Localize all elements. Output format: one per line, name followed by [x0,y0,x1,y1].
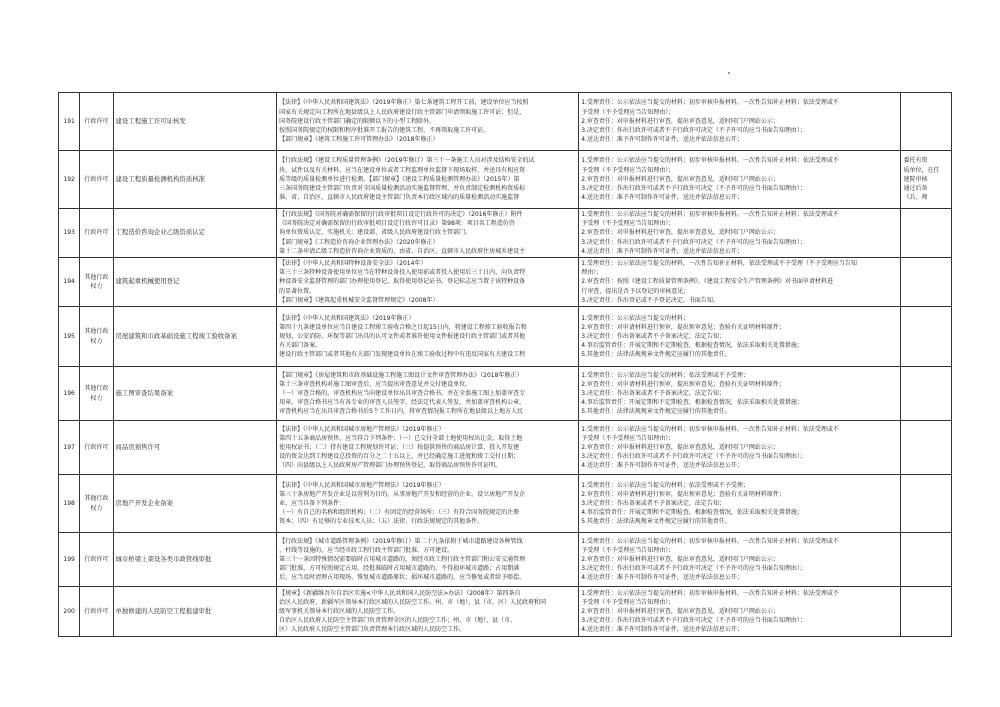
item-name: 单独修建的人民防空工程报建审批 [113,587,277,637]
legal-basis-line: 治区人民政府、新疆军区领导本行政区域的人民防空工作。州、市（地）、县（市、区）人民政府和同 [279,598,547,606]
responsibilities-line: 行审查，提出是否予以登记的审核意见； [581,287,690,295]
legal-basis-line: 建设行政主管部门或者其他有关部门发现建设单位在竣工验收过程中有违反国家有关建设工程 [279,351,526,359]
responsibilities-line: 3.决定责任：作出行政许可或者不予行政许可决定（不予许可的应当书面告知理由）； [581,127,806,135]
legal-basis [277,209,579,258]
responsibilities-line: 2.审查责任：对申报材料进行审查，提出审查意见，适时同门户网站公示； [581,229,779,237]
legal-basis [277,307,579,367]
responsibilities-line: 予受理（不予受理应当告知理由）； [581,434,675,442]
table-row [59,587,952,637]
legal-basis-line: 第三十条房地产开发企业是以营利为目的，从事房地产开发和经营的企业。设立房地产开发企 [279,490,526,498]
power-type: 其他行政权力 [80,367,113,421]
legal-basis-line: （四）向县级以上人民政府房产管理部门办理预售登记，取得商品房预售许可证明。 [279,462,502,470]
power-type: 其他行政权力 [80,475,113,533]
responsibilities-line: 4.送达责任：准予许可制作许可证件，送达并依法信息公开； [581,462,743,470]
legal-basis-line: 准。省、自治区、直辖市人民政府建设主管部门负责本行政区域内的质量检测活动实施监督 [279,194,520,202]
item-number: 196 [59,367,80,421]
legal-basis-line: 质等级的质量检测单位进行检测。【部门规章】《建设工程质量检测管理办法》（2015年）第 [279,175,520,183]
item-number: 191 [59,93,80,151]
legal-basis-line: 【行政法规】《国务院对确需保留的行政审批项目设定行政许可的决定》（2016年修正）附件 [279,211,523,218]
remarks [901,209,952,258]
legal-basis [277,93,579,151]
responsibilities [579,367,901,421]
power-type: 行政许可 [80,533,113,587]
responsibilities-line: 1.受理责任：公示依法应当提交的材料； [581,314,689,322]
legal-basis-line: 、杆线等设施的，应当经市政工程行政主管部门批准，方可建设。 [279,546,454,554]
responsibilities-line: 2.审查责任：对申报材料进行审查，提出审查意见，适时同门户网站公示； [581,443,779,451]
legal-basis-line: 第十三条审查机构对施工图审查后，应当提出审查意见并交付建设单位。 [279,380,472,388]
legal-basis-line: 第四十五条商品房预售，应当符合下列条件：（一）已交付全部土地使用权出让金，取得土地 [279,434,523,442]
remarks [901,367,952,421]
responsibilities-line: 予受理（不予受理应当告知理由）； [581,546,675,554]
legal-basis [277,421,579,475]
legal-basis [277,151,579,209]
responsibilities-line: 3.决定责任：作出行政许可或者不予行政许可决定（不予许可的应当书面告知理由）； [581,453,806,461]
responsibilities-line: 3.决定责任：作出行政许可或者不予行政许可决定（不予许可的应当书面告知理由）； [581,617,806,625]
responsibilities [579,533,901,587]
responsibilities-line: 5.其他责任：法律法规规章文件规定应履行的其他责任。 [581,408,731,416]
item-name: 建筑起重机械使用登记 [113,258,277,307]
legal-basis-line: 用章。审查合格书应当有各专业的审查人员签字，经法定代表人签发，并加盖审查机构公章。 [279,399,526,407]
responsibilities-line: 3.决定责任：作出备案或者不予备案决定，法定告知； [581,389,725,397]
table-row [59,475,952,533]
legal-basis-line: 区）人民政府人民防空主管部门负责管理本行政区域的人民防空工作。 [279,626,466,634]
item-name: 城市桥梁上架设各类市政管线审批 [113,533,277,587]
responsibilities-line: 1.受理责任：公示依法应当提交的材料；初步审核申报材料，一次性告知补正材料；依法受理或不 [581,99,839,107]
item-number: 200 [59,587,80,637]
responsibilities-line: 2.审查责任：对申请材料进行预审，提出预审意见；查验有关证明材料原件； [581,323,785,331]
legal-basis-line: 种设备安全监督管理的部门办理使用登记，取得使用登记证书。登记标志应当置于该特种设备 [279,278,526,286]
legal-basis [277,533,579,587]
legal-basis-line: 第三十三条特种设备使用单位应当在特种设备投入使用前或者投入使用后三十日内，向负责特 [279,269,526,277]
responsibilities-line: 2.审查责任：对申请材料进行预审，提出预审意见；查验有关证明材料原件； [581,490,785,498]
responsibilities-line: 5.其他责任：法律法规规章文件规定应履行的其他责任。 [581,518,731,526]
responsibilities-line: 3.决定责任：作出行政许可或者不予行政许可决定（不予许可的应当书面告知理由）； [581,565,806,573]
legal-basis-line: 【部门规章】《工程造价咨询企业管理办法》（2020年修正） [279,238,439,246]
responsibilities-line: 1.受理责任：公示依法应当提交的材料；初步审核申报材料，一次性告知补正材料；依法受理或不 [581,537,839,545]
item-name: 建设工程质量检测机构资质核准 [113,151,277,209]
responsibilities-line: 4.送达责任：准予许可制作许可证件，送达并依法信息公开； [581,574,743,582]
item-name: 房屋建筑和市政基础设施工程竣工验收备案 [113,307,277,367]
responsibilities [579,258,901,307]
legal-basis-line: 【规章】《新疆维吾尔自治区实施<中华人民共和国人民防空法>办法》（2008年）第四条自 [279,589,521,597]
responsibilities-line: 1.受理责任：公示依法应当提交的材料，一次性告知补正材料，依法受理或不予受理（不予受理应当告知 [581,260,857,268]
responsibilities-line: 3.决定责任：作出备案或者不予备案决定，法定告知； [581,332,725,340]
legal-basis-line: 【法律】《中华人民共和国城市房地产管理法》（2019年修正） [279,425,445,433]
legal-basis-line: 第十二条申请乙级工程造价咨询企业资质的，由省、自治区、直辖市人民政府住房城乡建设主 [279,247,526,255]
responsibilities [579,151,901,209]
remarks [901,475,952,533]
responsibilities-line: 2.审查责任：对申报材料进行审查，提出审查意见，适时同门户网站公示； [581,555,779,563]
legal-basis-line: （一）审查合格的，审查机构应当向建设单位出具审查合格书，并在全套施工图上加盖审查专 [279,389,526,397]
responsibilities-line: 予受理（不予受理应当告知理由）； [581,220,675,228]
item-name: 商品房预售许可 [113,421,277,475]
item-number: 193 [59,209,80,258]
table-row [59,307,952,367]
remarks [901,421,952,475]
scan-speck [728,72,730,74]
responsibilities-line: 1.受理责任：公示依法应当提交的材料；初步审核申报材料，一次性告知补正材料；依法受理或不 [581,211,839,218]
responsibilities-line: 5.其他责任：法律法规规章文件规定应履行的其他责任。 [581,351,731,359]
legal-basis-line: 级军事机关领导本行政区域的人民防空工作。 [279,607,400,615]
responsibilities [579,307,901,367]
responsibilities-line: 1.受理责任：公示依法应当提交的材料；依法受理或不予受理； [581,371,749,379]
responsibilities-line: 4.事后监管责任：开展定期和不定期检查，根据检查情况，依法采取相关处置措施； [581,342,803,350]
remarks [901,151,952,209]
responsibilities-line: 予受理（不予受理应当告知理由）； [581,166,675,174]
legal-basis-line: 后，应当及时清理占用现场，恢复城市道路原状；损坏城市道路的，应当修复或者给予赔偿。 [279,574,526,582]
legal-basis [277,258,579,307]
remarks [901,307,952,367]
legal-basis-line: 的显著位置。 [279,287,316,295]
legal-basis [277,587,579,637]
table-body [59,93,952,637]
legal-basis-line: 三条国务院建设主管部门负责对全国质量检测活动实施监督管理，并负责制定检测机构资质标 [279,185,526,193]
responsibilities [579,421,901,475]
responsibilities-line: 2.审查责任：对申报材料进行审查，提出审查意见，适时同门户网站公示； [581,175,779,183]
legal-basis-line: 【部门规章】《建筑工程施工许可管理办法》（2018年修正） [279,136,439,144]
responsibilities-line: 理由）； [581,269,603,277]
legal-basis-line: 使用权证书；（二）持有建设工程规划许可证；（三）按提供预售的商品房计算，投入开发建 [279,443,520,451]
responsibilities-line: 1.受理责任：公示依法应当提交的材料；初步审核申报材料，一次性告知补正材料；依法受理或不 [581,425,839,433]
responsibilities-line: 2.审查责任：按照《建设工程质量管理条例》、《建设工程安全生产管理条例》对书面申请材料进 [581,278,833,286]
responsibilities [579,475,901,533]
responsibilities-line: 2.审查责任：对申报材料进行审查，提出审查意见，适时同门户网站公示； [581,607,779,615]
remarks [901,533,952,587]
table-row [59,258,952,307]
legal-basis-line: 【部门规章】《房屋建筑和市政基础设施工程施工图设计文件审查管理办法》（2018年修正） [279,371,523,379]
legal-basis-line: （一）有自己的名称和组织机构；（二）有固定的经营场所；（三）有符合国务院规定的注册 [279,509,520,517]
legal-basis-line: 《国务院决定对确需保留的行政审批项目设定行政许可目录》第98项：项目名工程造价咨 [279,220,515,228]
responsibilities-line: 4.事后监管责任：开展定期和不定期检查，根据检查情况，依法采取相关处置措施； [581,399,803,407]
legal-basis-line: 第三十一条因特殊情况需要临时占用城市道路的，须经市政工程行政主管部门和公安交通管理 [279,555,526,563]
legal-basis-line: 业，应当具备下列条件： [279,499,346,507]
responsibilities-line: 3.决定责任：作出行政许可或者不予行政许可决定（不予许可的应当书面告知理由）； [581,238,806,246]
legal-basis-line: 资本；（四）有足够的专业技术人员；（五）法律、行政法规规定的其他条件。 [279,518,484,526]
legal-basis-line: 【法律】《中华人民共和国建筑法》（2019年修正）第七条建筑工程开工前，建设单位应当按照 [279,99,529,107]
item-name: 施工图审查结果备案 [113,367,277,421]
legal-basis-line: 第四十九条建设单位应当自建设工程竣工验收合格之日起15日内，将建设工程竣工验收报告和 [279,323,527,331]
power-type: 行政许可 [80,587,113,637]
item-number: 199 [59,533,80,587]
legal-basis-line: 设的资金达到工程建设总投资的百分之二十五以上，并已经确定施工进度和竣工交付日期； [279,453,520,461]
item-number: 192 [59,151,80,209]
power-type: 行政许可 [80,421,113,475]
responsibilities-line: 1.受理责任：公示依法应当提交的材料；初步审核申报材料，一次性告知补正材料；依法受理或不 [581,157,839,165]
legal-basis-line: 按照国务院规定的权限和程序批准开工报告的建筑工程，不再领取施工许可证。 [279,127,490,135]
legal-basis-line: 国家有关规定向工程所在地县级以上人民政府建设行政主管部门申请领取施工许可证；但是， [279,108,526,116]
table-row [59,93,952,151]
item-number: 195 [59,307,80,367]
responsibilities-line: 3.决定责任：作出行政许可或者不予行政许可决定（不予许可的应当书面告知理由）； [581,185,806,193]
remarks-line: 通过后备 [903,185,928,193]
responsibilities-line: 予受理（不予受理应当告知理由）； [581,598,675,606]
item-name: 建设工程施工许可证核发 [113,93,277,151]
legal-basis-line: 审查机构应当在出具审查合格书后5个工作日内，将审查情况报工程所在地县级以上地方人民 [279,408,523,416]
responsibilities-line: 4.送达责任：准予许可制作许可证件，送达并依法信息公开； [581,136,743,144]
responsibilities-line: 3.决定责任：作出备案或者不予备案决定，法定告知； [581,499,725,507]
legal-basis-line: 规划、公安消防、环保等部门出具的认可文件或者准许使用文件报建设行政主管部门或者其他 [279,332,526,340]
legal-basis-line: 询单位资质认定，实施机关：建设部、省级人民政府建设行政主管部门。 [279,229,472,237]
remarks [901,93,952,151]
responsibilities-line: 1.受理责任：公示依法应当提交的材料；初步审核申报材料，一次性告知补正材料；依法受理或不 [581,589,839,597]
legal-basis-line: 【行政法规】《建设工程质量管理条例》（2019年修订）第三十一条施工人员对涉及结构安全的试 [279,157,535,165]
responsibilities [579,209,901,258]
power-type: 其他行政权力 [80,307,113,367]
power-list-table [58,92,952,637]
responsibilities-line: 4.送达责任：准予许可制作许可证件，送达并依法信息公开； [581,194,743,202]
item-name: 房地产开发企业备案 [113,475,277,533]
legal-basis-line: 【法律】《中华人民共和国建筑法》（2019年修正） [279,314,415,322]
legal-basis-line: 【部门规章】《建筑起重机械安全监督管理规定》（2008年） [279,296,439,304]
power-type: 行政许可 [80,209,113,258]
legal-basis-line: 自治区人民政府人民防空主管部门负责管理全区的人民防空工作；州、市（地）、县（市、 [279,617,517,625]
responsibilities [579,587,901,637]
remarks [901,258,952,307]
responsibilities-line: 1.受理责任：公示依法应当提交的材料；依法受理或不予受理； [581,481,749,489]
responsibilities-line: 予受理（不予受理应当告知理由）； [581,108,675,116]
remarks-line: 建院审核 [903,175,928,183]
power-type: 其他行政权力 [80,258,113,307]
power-type: 行政许可 [80,151,113,209]
legal-basis-line: 【法律】《中华人民共和国城市房地产管理法》（2019年修正） [279,481,445,489]
responsibilities [579,93,901,151]
legal-basis-line: 块、试件以及有关材料，应当在建设单位或者工程监理单位监督下现场取样，并送具有相应资 [279,166,526,174]
legal-basis-line: 【法律】《中华人民共和国特种设备安全法》（2014年） [279,260,427,268]
responsibilities-line: 2.审查责任：对申报材料进行审查，提出审查意见，适时同门户网站公示； [581,117,779,125]
legal-basis-line: 有关部门备案。 [279,342,322,350]
responsibilities-line: 4.送达责任：准予许可制作许可证件，送达并依法信息公开； [581,247,743,255]
table-row [59,421,952,475]
legal-basis-line: 部门批准，方可按照规定占用。经批准临时占用城市道路的，不得损坏城市道路；占用期满 [279,565,520,573]
legal-basis-line: 国务院建设行政主管部门确定的限额以下的小型工程除外。 [279,117,436,125]
responsibilities-line: 2.审查责任：对申请材料进行预审，提出预审意见；查验有关证明材料原件； [581,380,785,388]
legal-basis-line: 【行政法规】《城市道路管理条例》（2019年修订）第二十九条依附于城市道路建设各种管线 [279,537,523,545]
responsibilities-line: 4.事后监管责任：开展定期和不定期检查，根据检查情况，依法采取相关处置措施； [581,509,803,517]
item-name: 工程造价咨询企业乙级资质认定 [113,209,277,258]
remarks-line: 质单位，在任 [903,166,940,174]
item-number: 197 [59,421,80,475]
legal-basis [277,367,579,421]
responsibilities-line: 4.送达责任：准予许可制作许可证件，送达并依法信息公开； [581,626,743,634]
remarks [901,587,952,637]
table-row [59,367,952,421]
table-row [59,151,952,209]
item-number: 198 [59,475,80,533]
item-number: 194 [59,258,80,307]
table-row [59,533,952,587]
power-type: 行政许可 [80,93,113,151]
legal-basis [277,475,579,533]
remarks-line: 委托有资 [903,157,928,165]
remarks-line: 《兵、师 [903,194,928,202]
responsibilities-line: 3.决定责任：作出登记或不予登记决定，书面告知。 [581,296,719,304]
table-row [59,209,952,258]
